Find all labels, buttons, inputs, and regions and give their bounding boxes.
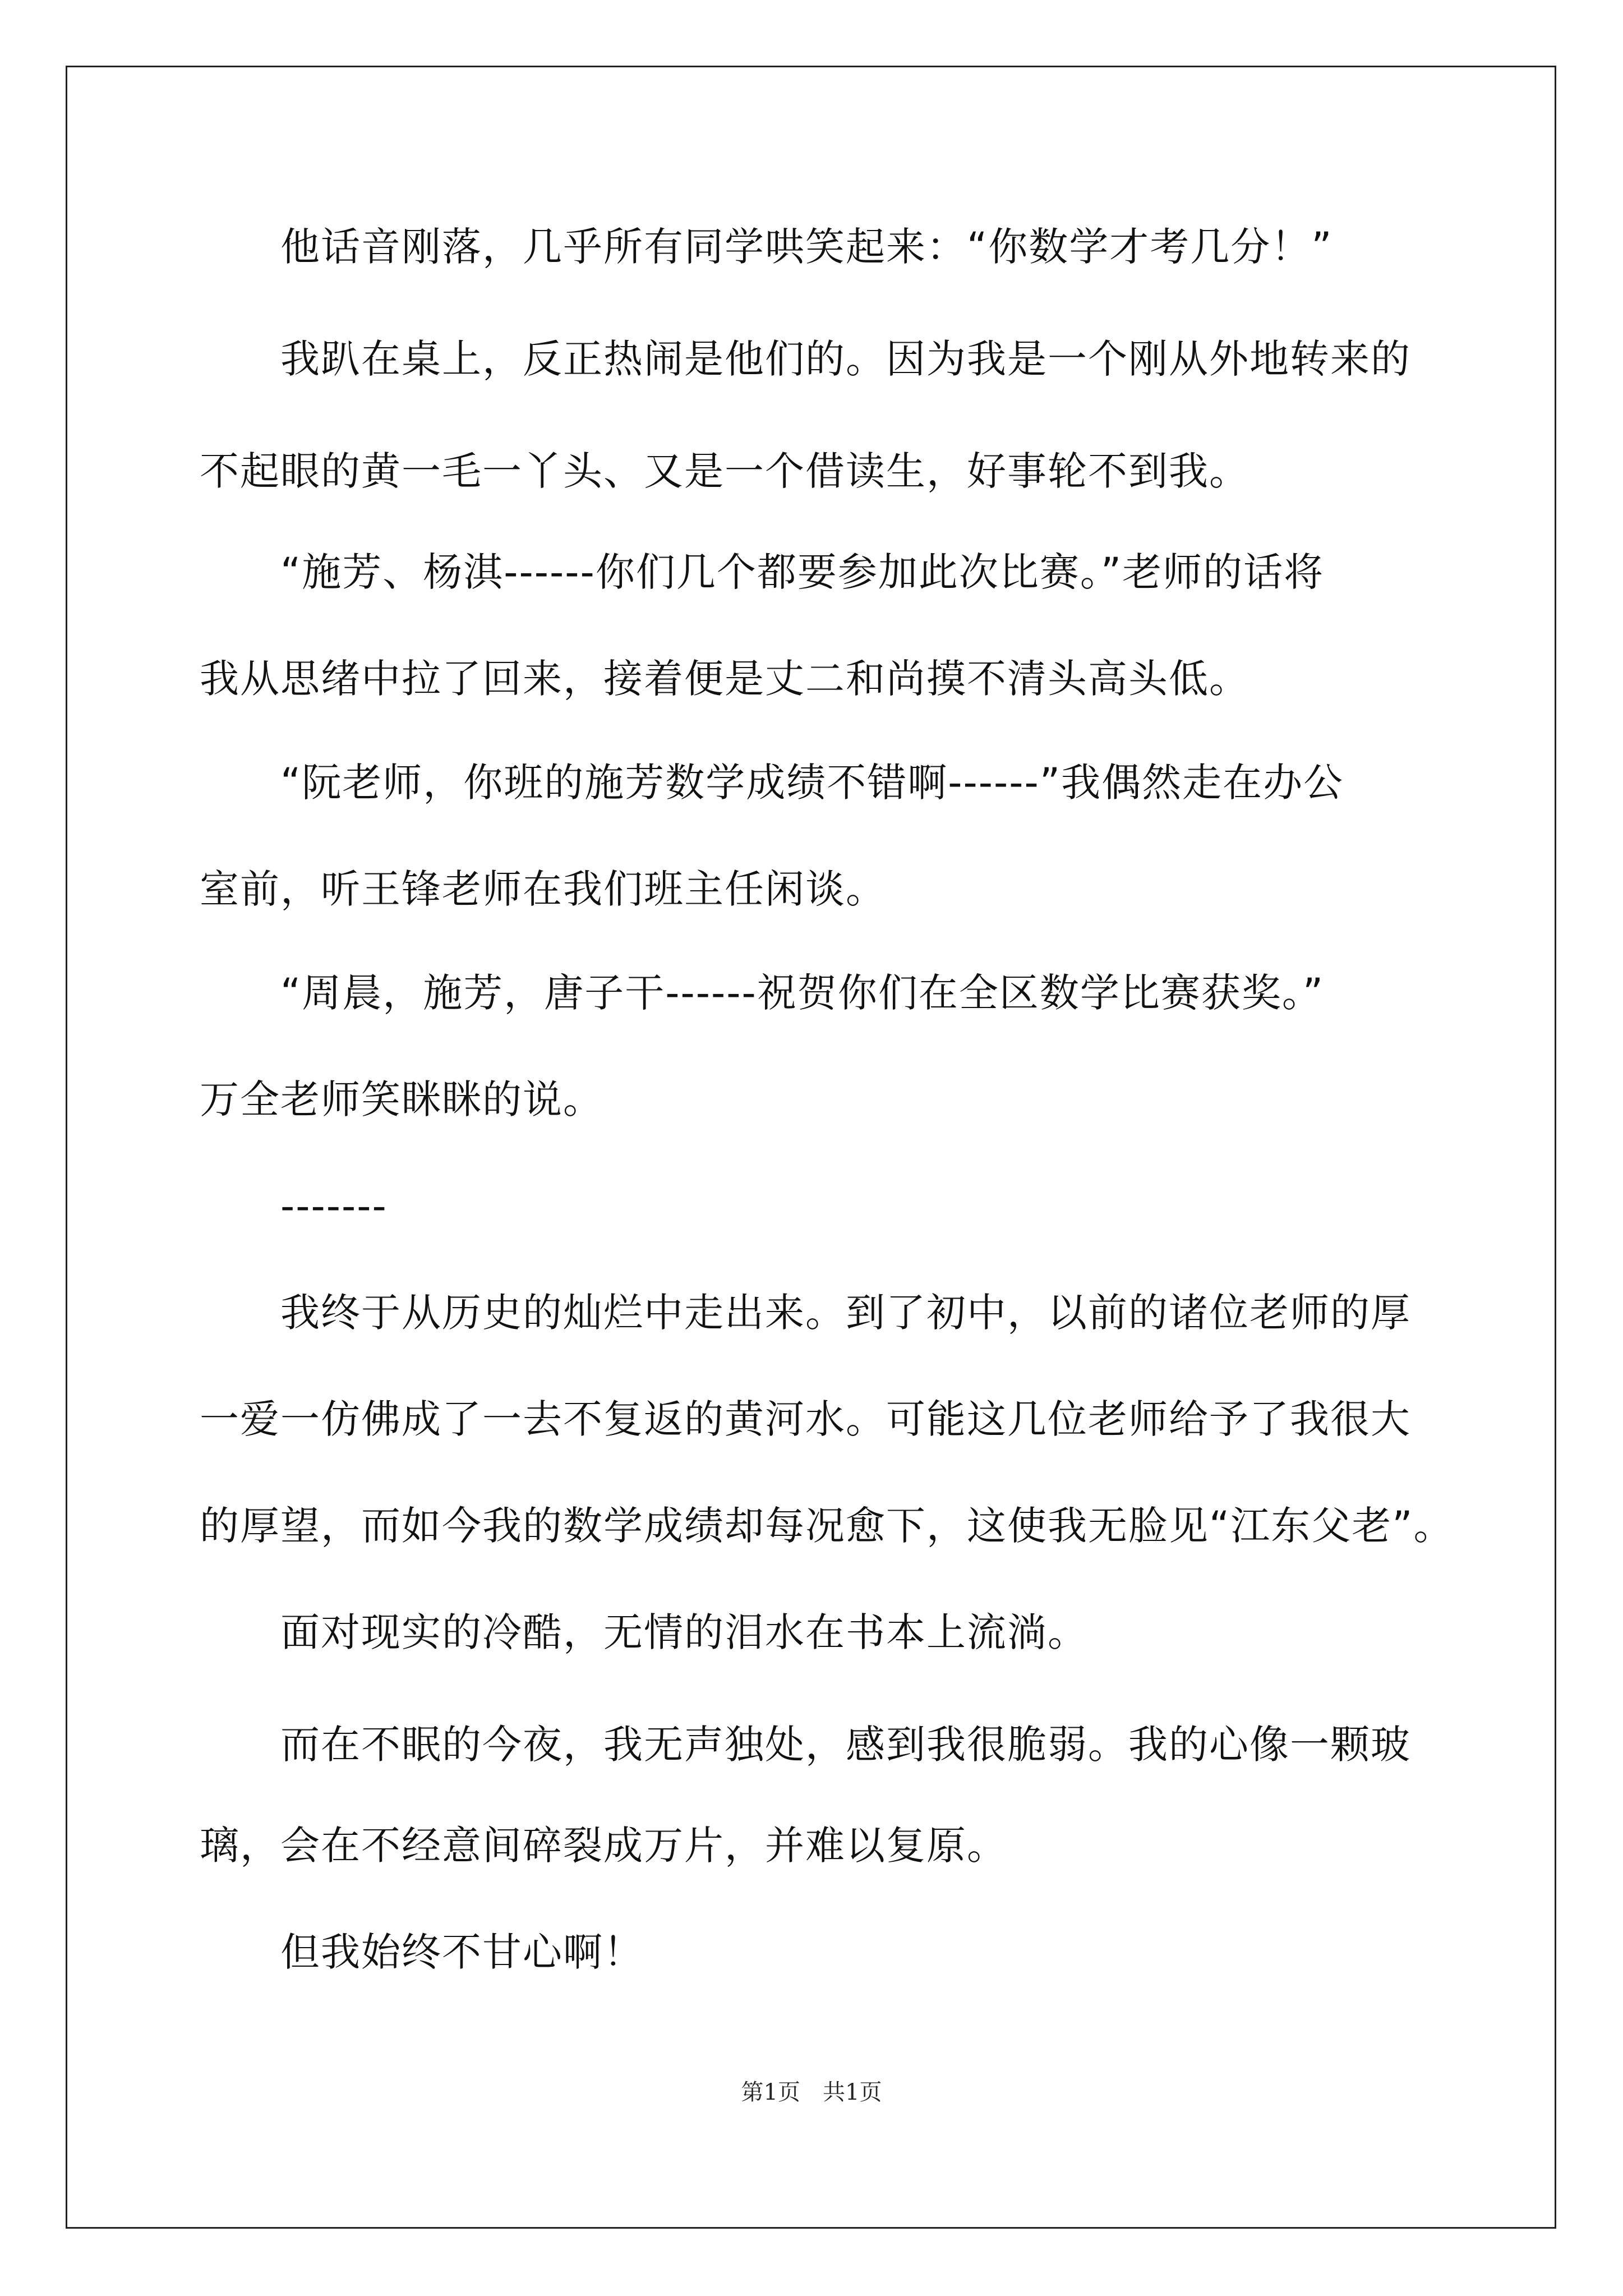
text-line-16: 璃，会在不经意间碎裂成万片，并难以复原。 xyxy=(200,1823,1007,1869)
text-line-7: 室前，听王锋老师在我们班主任闲谈。 xyxy=(200,866,886,912)
text-line-3: 不起眼的黄一毛一丫头、又是一个借读生，好事轮不到我。 xyxy=(200,448,1249,494)
text-line-9: 万全老师笑眯眯的说。 xyxy=(200,1076,603,1122)
text-line-6: “阮老师，你班的施芳数学成绩不错啊------”我偶然走在办公 xyxy=(200,760,1344,806)
text-line-2: 我趴在桌上，反正热闹是他们的。因为我是一个刚从外地转来的 xyxy=(200,336,1411,382)
text-line-8: “周晨，施芳，唐子干------祝贺你们在全区数学比赛获奖。” xyxy=(200,970,1325,1016)
text-line-4: “施芳、杨淇------你们几个都要参加此次比赛。”老师的话将 xyxy=(200,549,1325,595)
page-border xyxy=(66,66,1556,2229)
text-line-12: 一爱一仿佛成了一去不复返的黄河水。可能这几位老师给予了我很大 xyxy=(200,1396,1411,1442)
text-line-11: 我终于从历史的灿烂中走出来。到了初中，以前的诸位老师的厚 xyxy=(200,1290,1411,1336)
text-line-13: 的厚望，而如今我的数学成绩却每况愈下，这使我无脸见“江东父老”。 xyxy=(200,1503,1454,1549)
text-line-14: 面对现实的冷酷，无情的泪水在书本上流淌。 xyxy=(200,1609,1088,1655)
text-line-15: 而在不眠的今夜，我无声独处，感到我很脆弱。我的心像一颗玻 xyxy=(200,1722,1411,1768)
page-number-footer: 第1页 共1页 xyxy=(741,2079,882,2105)
text-line-5: 我从思绪中拉了回来，接着便是丈二和尚摸不清头高头低。 xyxy=(200,656,1249,702)
separator-dashes: ------- xyxy=(200,1183,388,1229)
text-line-1: 他话音刚落，几乎所有同学哄笑起来：“你数学才考几分！” xyxy=(200,224,1333,270)
text-line-17: 但我始终不甘心啊！ xyxy=(200,1929,644,1975)
